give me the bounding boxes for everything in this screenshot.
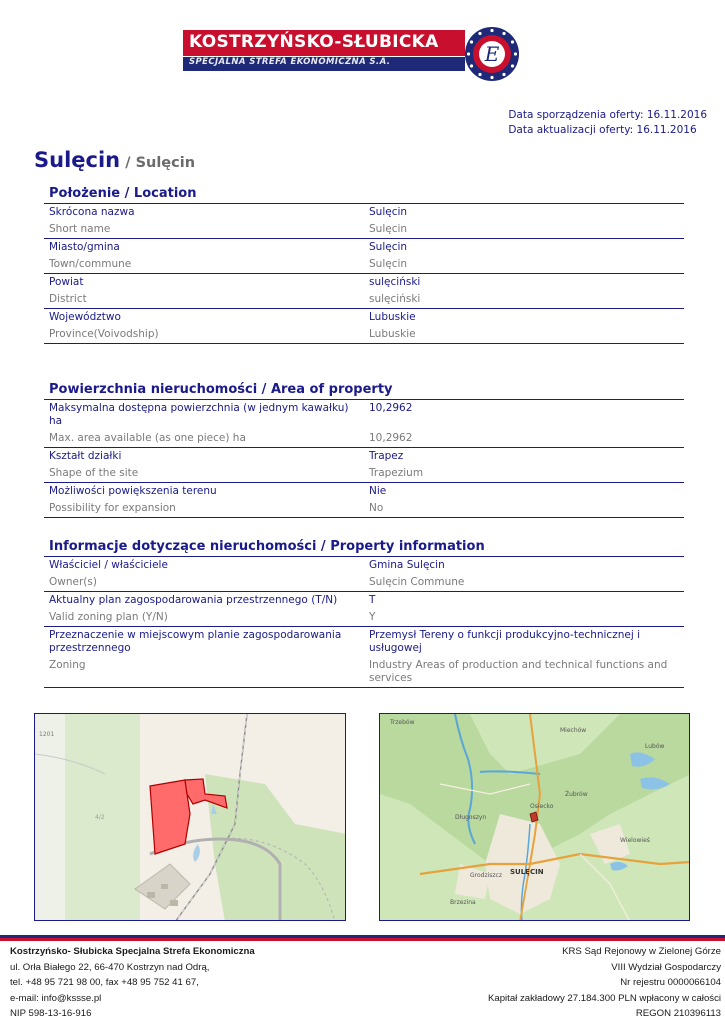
row-value-en: Sulęcin Commune <box>369 576 465 588</box>
row-pl <box>44 592 684 609</box>
row-value-en: 10,2962 <box>369 432 413 444</box>
svg-text:4/2: 4/2 <box>95 814 105 821</box>
row-en <box>44 465 684 482</box>
property-section <box>44 538 684 688</box>
row-value-pl: T <box>369 594 376 606</box>
table-row <box>44 592 684 627</box>
svg-text:E: E <box>484 42 500 66</box>
row-label-pl: Województwo <box>49 311 121 323</box>
row-value-en: Sulęcin <box>369 223 408 235</box>
map-label-grodziszcz: Grodziszcz <box>470 872 503 879</box>
row-pl <box>44 557 684 574</box>
row-label-pl: Właściciel / właściciele <box>49 559 168 571</box>
row-label-en: Valid zoning plan (Y/N) <box>49 611 168 623</box>
row-pl <box>44 204 684 221</box>
row-label-en: Province(Voivodship) <box>49 328 159 340</box>
row-label-pl: Skrócona nazwa <box>49 206 135 218</box>
row-en <box>44 609 684 626</box>
row-value-en: Sulęcin <box>369 258 408 270</box>
row-pl <box>44 239 684 256</box>
footer-address: ul. Orła Białego 22, 66-470 Kostrzyn nad Odrą, <box>10 961 210 973</box>
row-en <box>44 256 684 273</box>
table-row <box>44 309 684 344</box>
site-map-overview[interactable] <box>379 713 690 921</box>
logo-title: KOSTRZYŃSKO-SŁUBICKA <box>189 32 439 52</box>
footer-red-bar <box>0 938 725 941</box>
row-value-pl: 10,2962 <box>369 402 413 414</box>
row-label-pl: Powiat <box>49 276 84 288</box>
row-label-pl: Przeznaczenie w miejscowym planie zagospodarowania przestrzennego <box>49 629 342 654</box>
row-value-pl: Przemysł Tereny o funkcji produkcyjno-technicznej i usługowej <box>369 629 640 654</box>
map-label-dlugoszyn: Długoszyn <box>455 814 487 821</box>
row-label-en: Shape of the site <box>49 467 139 479</box>
row-value-pl: Trapez <box>369 450 404 462</box>
row-value-en: No <box>369 502 384 514</box>
table-row <box>44 400 684 448</box>
footer-division: VIII Wydział Gospodarczy <box>611 961 721 973</box>
site-map-detail-graphic <box>35 714 346 921</box>
row-pl <box>44 309 684 326</box>
footer-company-info <box>10 944 255 1022</box>
row-value-pl: sulęciński <box>369 276 421 288</box>
logo-emblem-icon <box>464 26 520 82</box>
logo-subtitle: SPECJALNA STREFA EKONOMICZNA S.A. <box>189 57 391 67</box>
row-label-en: Max. area available (as one piece) ha <box>49 432 246 444</box>
footer-company-name: Kostrzyńsko- Słubicka Specjalna Strefa Ekonomiczna <box>10 946 255 957</box>
map-label-lubow: Lubów <box>645 743 665 750</box>
city-subtitle: / Sulęcin <box>125 155 196 171</box>
row-value-en: Trapezium <box>369 467 424 479</box>
row-value-pl: Gmina Sulęcin <box>369 559 445 571</box>
row-value-pl: Sulęcin <box>369 241 408 253</box>
row-value-pl: Sulęcin <box>369 206 408 218</box>
row-pl <box>44 483 684 500</box>
row-pl <box>44 627 684 657</box>
footer-krs: KRS Sąd Rejonowy w Zielonej Górze <box>562 946 721 957</box>
footer-register-number: Nr rejestru 0000066104 <box>620 977 721 988</box>
row-en <box>44 574 684 591</box>
row-pl <box>44 400 684 430</box>
footer-capital: Kapitał zakładowy 27.184.300 PLN wpłacony w całości <box>487 992 721 1004</box>
map-label-brzezina: Brzezina <box>450 899 476 906</box>
row-label-en: Possibility for expansion <box>49 502 176 514</box>
row-pl <box>44 448 684 465</box>
table-row <box>44 627 684 688</box>
row-label-en: Owner(s) <box>49 576 97 588</box>
row-label-pl: Kształt działki <box>49 450 122 462</box>
map-label-trzebow: Trzebów <box>390 719 415 726</box>
row-label-pl: Możliwości powiększenia terenu <box>49 485 217 497</box>
row-label-en: Town/commune <box>49 258 132 270</box>
location-section <box>44 185 684 344</box>
row-value-en: Industry Areas of production and technical functions and services <box>369 659 668 684</box>
row-en <box>44 500 684 517</box>
footer-email[interactable]: e-mail: info@kssse.pl <box>10 992 102 1004</box>
row-label-en: District <box>49 293 87 305</box>
offer-updated-date: Data aktualizacji oferty: 16.11.2016 <box>508 124 697 136</box>
footer-registry-info <box>488 944 721 1022</box>
row-label-pl: Miasto/gmina <box>49 241 120 253</box>
property-section-title: Informacje dotyczące nieruchomości / Property information <box>44 538 684 557</box>
footer-phone: tel. +48 95 721 98 00, fax +48 95 752 41 67, <box>10 977 199 988</box>
table-row <box>44 274 684 309</box>
map-label-zubrow: Żubrów <box>565 791 588 798</box>
offer-dates <box>508 108 707 138</box>
row-en <box>44 657 684 687</box>
row-label-en: Short name <box>49 223 111 235</box>
location-section-title: Położenie / Location <box>44 185 684 204</box>
row-en <box>44 326 684 343</box>
row-value-pl: Nie <box>369 485 387 497</box>
table-row <box>44 483 684 518</box>
area-section <box>44 381 684 518</box>
row-en <box>44 430 684 447</box>
offer-created-date: Data sporządzenia oferty: 16.11.2016 <box>508 109 707 121</box>
footer-nip: NIP 598-13-16-916 <box>10 1008 92 1019</box>
row-value-pl: Lubuskie <box>369 311 416 323</box>
svg-text:1201: 1201 <box>39 731 55 738</box>
map-label-sulecin: SULĘCIN <box>510 868 544 876</box>
row-value-en: sulęciński <box>369 293 421 305</box>
row-label-pl: Aktualny plan zagospodarowania przestrzennego (T/N) <box>49 594 338 606</box>
city-name: Sulęcin <box>34 148 121 172</box>
map-label-miechow: Miechów <box>560 727 587 734</box>
row-en <box>44 291 684 308</box>
row-pl <box>44 274 684 291</box>
map-label-wielowies: Wielowieś <box>620 837 650 844</box>
site-map-overview-graphic <box>380 714 690 921</box>
page-title <box>34 148 195 172</box>
area-section-title: Powierzchnia nieruchomości / Area of property <box>44 381 684 400</box>
company-logo <box>183 26 523 80</box>
table-row <box>44 557 684 592</box>
site-map-detail[interactable] <box>34 713 346 921</box>
row-label-pl: Maksymalna dostępna powierzchnia (w jednym kawałku) ha <box>49 402 349 427</box>
table-row <box>44 448 684 483</box>
map-label-osiecko: Osiecko <box>530 803 554 810</box>
row-value-en: Y <box>369 611 376 623</box>
table-row <box>44 204 684 239</box>
row-en <box>44 221 684 238</box>
row-value-en: Lubuskie <box>369 328 416 340</box>
table-row <box>44 239 684 274</box>
footer-regon: REGON 210396113 <box>635 1008 721 1019</box>
row-label-en: Zoning <box>49 659 86 671</box>
